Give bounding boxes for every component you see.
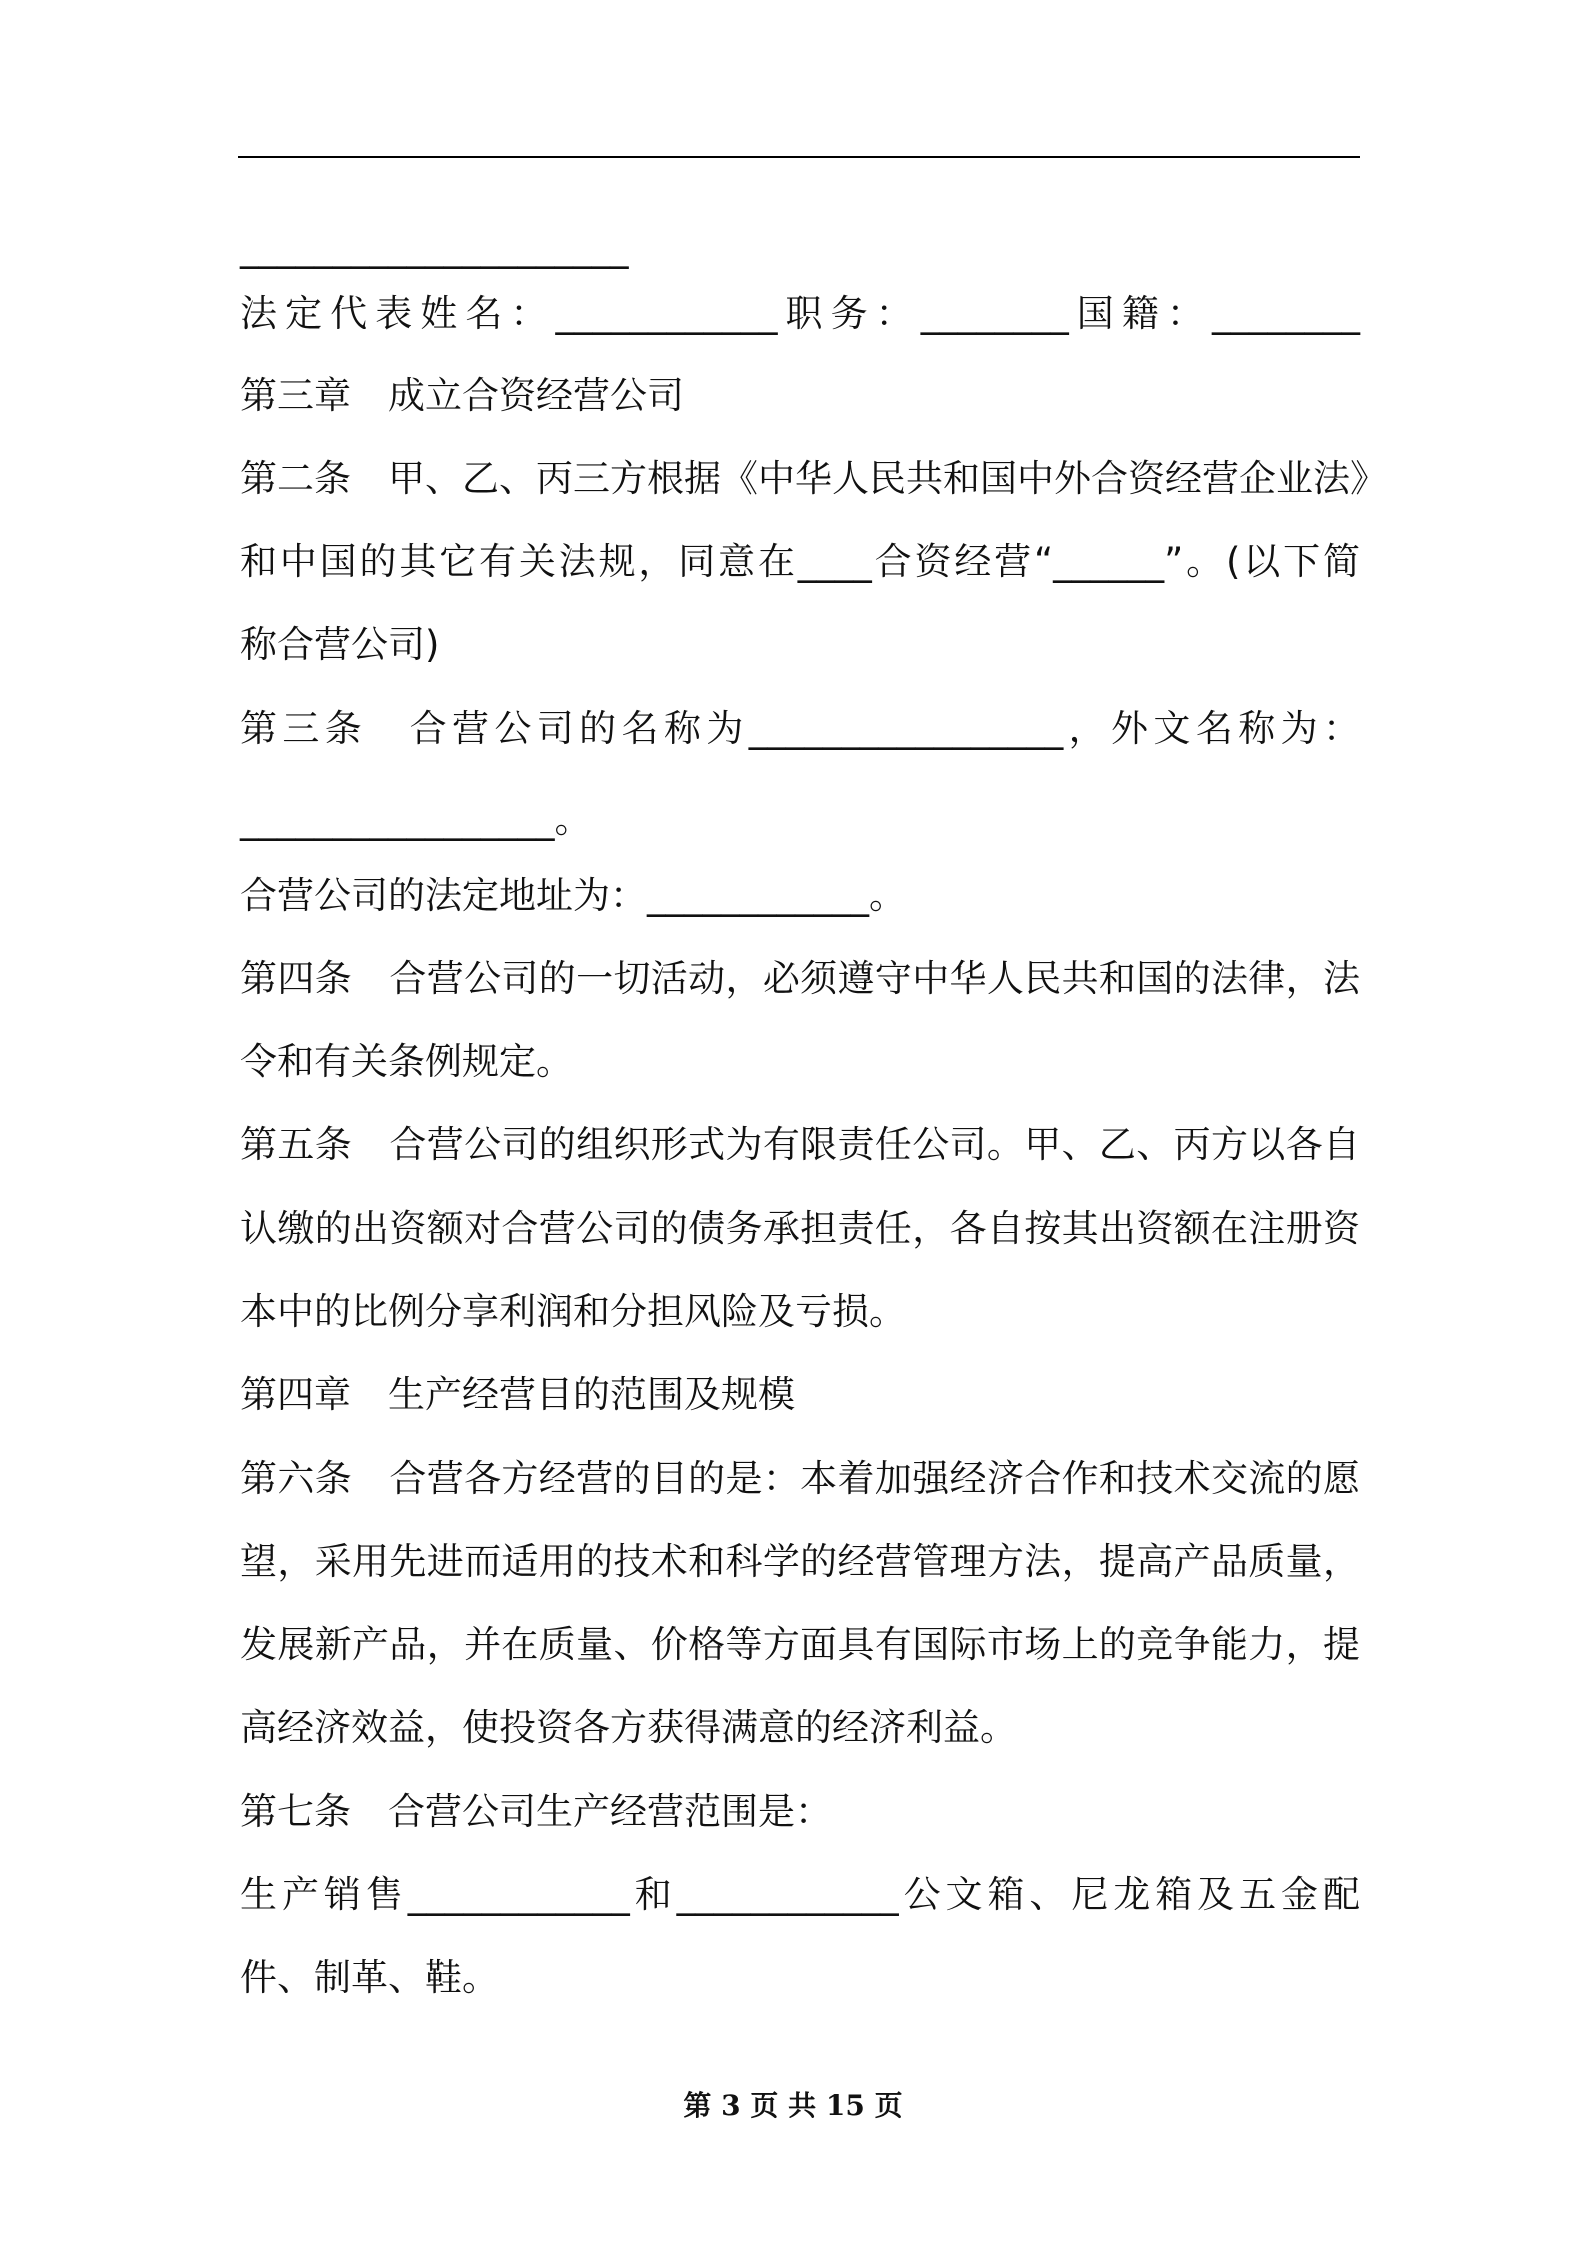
text-line: 第二条 甲、乙、丙三方根据《中华人民共和国中外合资经营企业法》 <box>240 457 1387 500</box>
text-line: 第六条 合营各方经营的目的是：本着加强经济合作和技术交流的愿 <box>240 1457 1360 1500</box>
text-line: 合营公司的法定地址为：____________。 <box>240 874 906 917</box>
text-line: 本中的比例分享利润和分担风险及亏损。 <box>240 1290 906 1333</box>
text-line: 第七条 合营公司生产经营范围是： <box>240 1790 832 1833</box>
text-line: 令和有关条例规定。 <box>240 1040 573 1083</box>
text-line: 第五条 合营公司的组织形式为有限责任公司。甲、乙、丙方以各自 <box>240 1123 1360 1166</box>
text-line: 件、制革、鞋。 <box>240 1956 499 1999</box>
text-line: 认缴的出资额对合营公司的债务承担责任，各自按其出资额在注册资 <box>240 1207 1360 1250</box>
text-line: 高经济效益，使投资各方获得满意的经济利益。 <box>240 1706 1017 1749</box>
text-line: 发展新产品，并在质量、价格等方面具有国际市场上的竞争能力，提 <box>240 1623 1360 1666</box>
text-line: 法定代表姓名：____________职务：________国籍：________ <box>240 292 1360 335</box>
text-line: 生产销售____________和____________公文箱、尼龙箱及五金配 <box>240 1873 1360 1916</box>
text-line: _________________。 <box>240 798 592 841</box>
text-line: 第四条 合营公司的一切活动，必须遵守中华人民共和国的法律，法 <box>240 957 1360 1000</box>
chapter-heading: 第三章 成立合资经营公司 <box>240 374 684 417</box>
text-line: 望，采用先进而适用的技术和科学的经营管理方法，提高产品质量， <box>240 1540 1360 1583</box>
text-line: 和中国的其它有关法规，同意在____合资经营“______”。(以下简 <box>240 540 1360 583</box>
text-line: _____________________ <box>240 226 629 269</box>
page-number: 第 3 页 共 15 页 <box>683 2089 903 2122</box>
text-line: 称合营公司) <box>240 623 440 666</box>
header-rule <box>238 156 1360 158</box>
text-line: 第三条 合营公司的名称为_________________，外文名称为： <box>240 707 1360 750</box>
chapter-heading: 第四章 生产经营目的范围及规模 <box>240 1373 795 1416</box>
